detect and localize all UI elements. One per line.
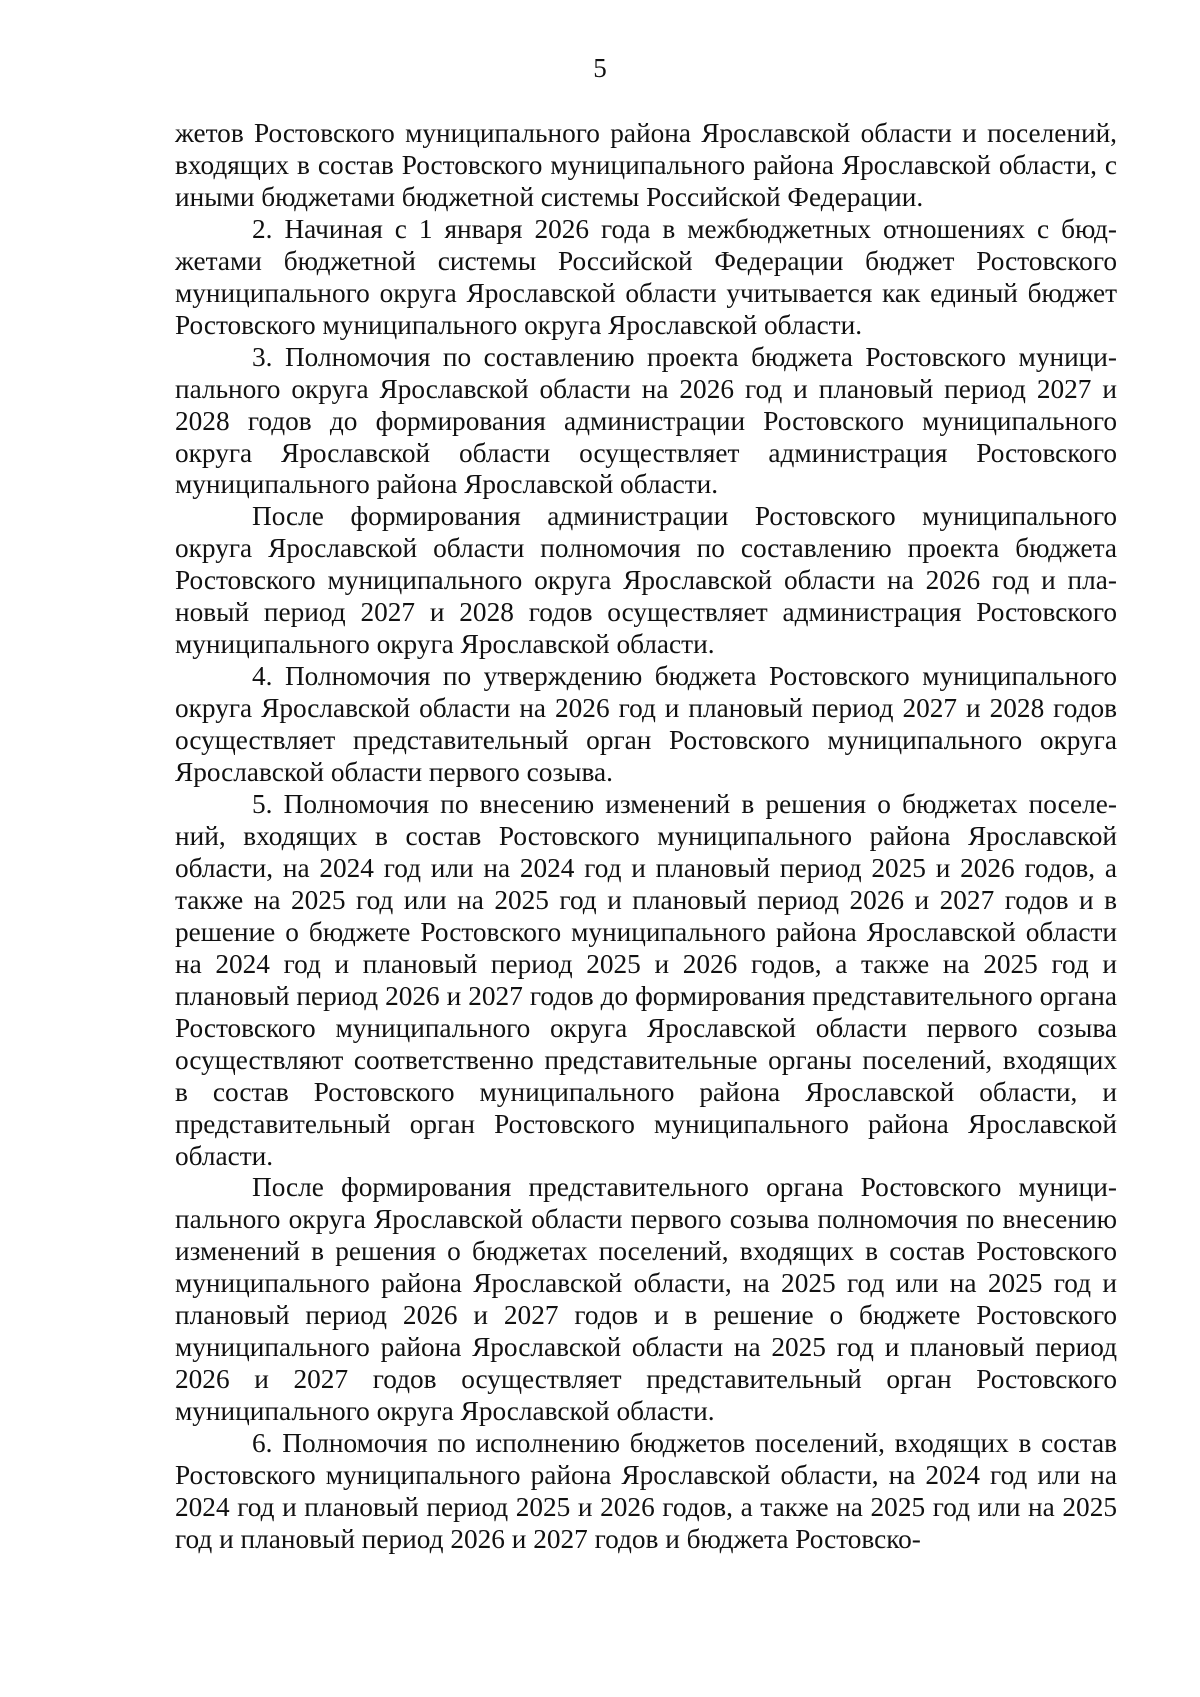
paragraph-item-5-continued: После формирования представительного органа Ростовского муниципального округа Ярославской области первого созыва полномочия по внесению изменений в решения о бюджетах поселений, входящих в состав Ростовского муниципального района Ярославской области, на 2025 год или на 2025 год и плановый период 2026 и 2027 годов и в решение о бюджете Ростовского муниципального района Ярославской области на 2025 год и плановый период 2026 и 2027 годов осуществляет представительный орган Ростовского муниципального округа Ярославской области. (175, 1172, 1117, 1427)
paragraph-continuation: жетов Ростовского муниципального района Ярославской области и поселений, входящих в состав Ростовского муниципального района Ярославской области, с иными бюджетами бюджетной системы Российской Федерации. (175, 118, 1117, 212)
paragraph-item-4: 4. Полномочия по утверждению бюджета Ростовского муниципального округа Ярославской области на 2026 год и плановый период 2027 и 2028 годов осуществляет представительный орган Ростовского муниципального округа Ярославской области первого созыва. (175, 661, 1117, 788)
paragraph-item-3-continued: После формирования администрации Ростовского муниципального округа Ярославской области полномочия по составлению проекта бюджета Ростовского муниципального округа Ярославской области на 2026 год и плановый период 2027 и 2028 годов осуществляет администрация Ростовского муниципального округа Ярославской области. (175, 501, 1117, 660)
paragraph-item-2: 2. Начиная с 1 января 2026 года в межбюджетных отношениях с бюджетами бюджетной системы Российской Федерации бюджет Ростовского муниципального округа Ярославской области учитывается как единый бюджет Ростовского муниципального округа Ярославской области. (175, 213, 1117, 340)
paragraph-item-3: 3. Полномочия по составлению проекта бюджета Ростовского муниципального округа Ярославской области на 2026 год и плановый период 2027 и 2028 годов до формирования администрации Ростовского муниципального округа Ярославской области осуществляет администрация Ростовского муниципального района Ярославской области. (175, 341, 1117, 500)
body-text (175, 118, 1117, 1556)
paragraph-item-5: 5. Полномочия по внесению изменений в решения о бюджетах поселений, входящих в состав Ростовского муниципального района Ярославской области, на 2024 год или на 2024 год и плановый период 2025 и 2026 годов, а также на 2025 год или на 2025 год и плановый период 2026 и 2027 годов и в решение о бюджете Ростовского муниципального района Ярославской области на 2024 год и плановый период 2025 и 2026 годов, а также на 2025 год и плановый период 2026 и 2027 годов до формирования представительного органа Ростовского муниципального округа Ярославской области первого созыва осуществляют соответственно представительные органы поселений, входящих в состав Ростовского муниципального района Ярославской области, и представительный орган Ростовского муниципального района Ярославской области. (175, 789, 1117, 1171)
page-number: 5 (593, 53, 607, 83)
paragraph-item-6: 6. Полномочия по исполнению бюджетов поселений, входящих в состав Ростовского муниципального района Ярославской области, на 2024 год или на 2024 год и плановый период 2025 и 2026 годов, а также на 2025 год или на 2025 год и плановый период 2026 и 2027 годов и бюджета Ростовско- (175, 1428, 1117, 1554)
